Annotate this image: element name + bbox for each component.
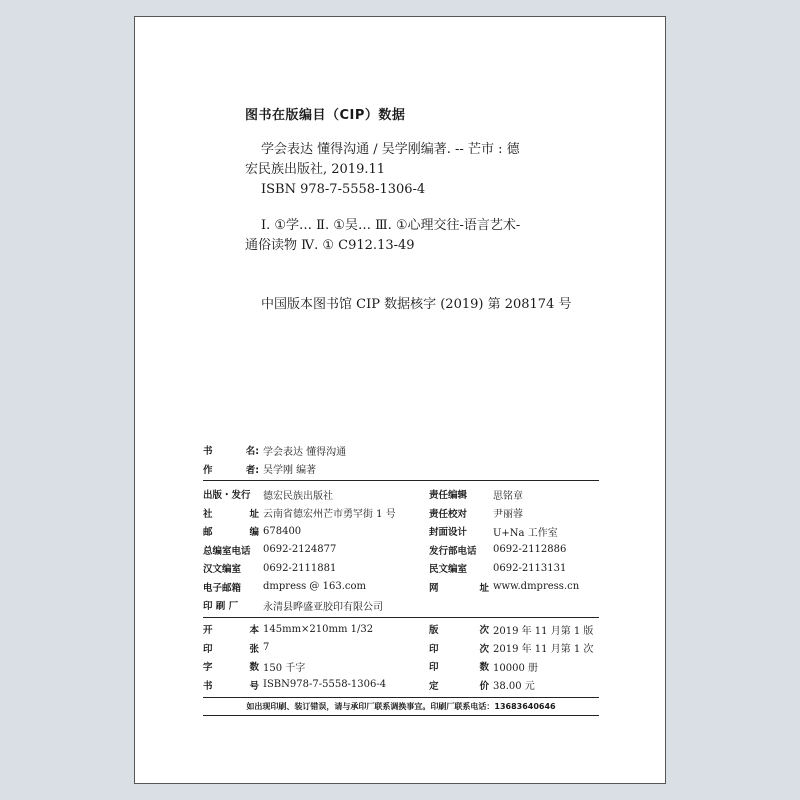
han-office-value: 0692-2111881 — [263, 562, 337, 574]
editor-value: 思铭章 — [493, 490, 523, 502]
label-char: 次 — [479, 625, 489, 637]
label-char: 编 — [249, 527, 259, 539]
label-char: 址 — [249, 508, 259, 520]
chief-phone-value: 0692-2124877 — [263, 544, 337, 556]
han-office-label: 汉文编室 — [203, 564, 242, 576]
publisher-label: 出版・发行 — [203, 490, 251, 502]
postcode-value: 678400 — [263, 525, 302, 537]
proof-value: 尹丽蓉 — [493, 509, 523, 521]
proof-label: 责任校对 — [429, 508, 468, 520]
min-office-label: 民文编室 — [429, 564, 468, 576]
label-char: 邮 — [203, 527, 213, 539]
copyright-page — [134, 16, 666, 784]
cover-value: U+Na 工作室 — [493, 527, 558, 539]
label-char: 张 — [249, 643, 259, 655]
label-char: 印 — [429, 643, 439, 655]
label-char: 开 — [203, 625, 213, 637]
cip-line: Ⅰ. ①学… Ⅱ. ①吴… Ⅲ. ①心理交往-语言艺术- — [261, 218, 521, 233]
edition-value: 2019 年 11 月第 1 版 — [493, 625, 594, 637]
book-info — [203, 441, 599, 478]
format-value: 145mm×210mm 1/32 — [263, 623, 374, 635]
min-office-value: 0692-2113131 — [493, 562, 567, 574]
cip-line: 通俗读物 Ⅳ. ① C912.13-49 — [245, 238, 415, 253]
cover-label: 封面设计 — [429, 527, 468, 539]
email-label: 电子邮箱 — [203, 582, 242, 594]
specs-info — [203, 620, 599, 694]
price-value: 38.00 元 — [493, 681, 535, 693]
label-char: 定 — [429, 680, 439, 692]
label-char: 网 — [429, 582, 439, 594]
label-char: 作 — [203, 464, 213, 476]
label-char: 号 — [249, 680, 259, 692]
label-char: 印 — [429, 662, 439, 674]
divider — [203, 697, 599, 698]
label-char: 版 — [429, 625, 439, 637]
cip-line: 宏民族出版社, 2019.11 — [245, 162, 386, 177]
words-value: 150 千字 — [263, 662, 306, 674]
label-char: 数 — [479, 662, 489, 674]
label-char: 字 — [203, 662, 213, 674]
label-char: 价 — [479, 680, 489, 692]
divider — [203, 617, 599, 618]
publishing-info — [203, 485, 599, 615]
label-char: 名: — [245, 446, 259, 458]
chief-phone-label: 总编室电话 — [203, 545, 251, 557]
email-value: dmpress @ 163.com — [263, 581, 366, 593]
author-value: 吴学刚 编著 — [263, 465, 317, 477]
cip-line: 学会表达 懂得沟通 / 吴学刚编著. -- 芒市 : 德 — [261, 142, 520, 157]
divider — [203, 715, 599, 716]
dist-phone-value: 0692-2112886 — [493, 544, 567, 556]
print-error-notice: 如出现印刷、装订错误，请与承印厂联系调换事宜。印刷厂联系电话：13683640646 — [246, 702, 556, 711]
cip-number: 中国版本图书馆 CIP 数据核字 (2019) 第 208174 号 — [261, 297, 572, 312]
website-value: www.dmpress.cn — [493, 581, 580, 593]
label-char: 书 — [203, 446, 213, 458]
label-char: 数 — [249, 662, 259, 674]
cip-title: 图书在版编目（CIP）数据 — [245, 108, 406, 123]
printing-value: 2019 年 11 月第 1 次 — [493, 644, 594, 656]
copies-value: 10000 册 — [493, 662, 538, 674]
editor-label: 责任编辑 — [429, 490, 468, 502]
dist-phone-label: 发行部电话 — [429, 545, 477, 557]
label-char: 本 — [249, 625, 259, 637]
address-value: 云南省德宏州芒市勇罕街 1 号 — [263, 509, 396, 521]
cip-line: ISBN 978-7-5558-1306-4 — [261, 182, 426, 197]
label-char: 印 — [203, 643, 213, 655]
divider — [203, 480, 599, 481]
publisher-value: 德宏民族出版社 — [263, 490, 333, 502]
label-char: 址 — [479, 582, 489, 594]
book-title-value: 学会表达 懂得沟通 — [263, 446, 347, 458]
printer-label: 印 刷 厂 — [203, 601, 239, 613]
label-char: 书 — [203, 680, 213, 692]
isbn-value: ISBN978-7-5558-1306-4 — [263, 679, 387, 691]
sheets-value: 7 — [263, 642, 270, 654]
cip-record — [245, 140, 605, 256]
label-char: 者: — [245, 464, 259, 476]
label-char: 次 — [479, 643, 489, 655]
label-char: 社 — [203, 508, 213, 520]
printer-value: 永清县晔盛亚胶印有限公司 — [263, 601, 383, 613]
